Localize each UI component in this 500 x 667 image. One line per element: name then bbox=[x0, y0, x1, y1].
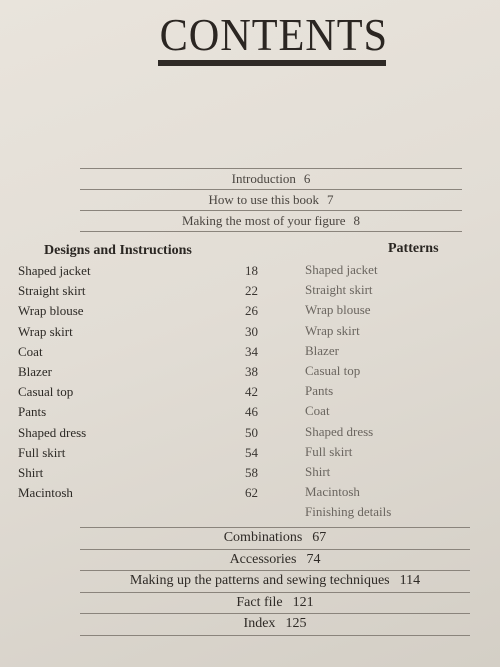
entry-page: 114 bbox=[399, 573, 421, 588]
entry-label: Introduction bbox=[231, 171, 296, 186]
designs-list bbox=[18, 263, 278, 505]
list-item: Macintosh bbox=[305, 484, 360, 500]
toc-entry bbox=[80, 573, 470, 589]
entry-page: 121 bbox=[292, 595, 314, 610]
toc-entry bbox=[80, 552, 470, 568]
list-item: Shaped dress 50 bbox=[18, 424, 258, 440]
list-item: Casual top bbox=[305, 362, 361, 378]
list-item: Straight skirt bbox=[305, 282, 373, 298]
toc-entry bbox=[80, 213, 462, 229]
entry-page: 125 bbox=[285, 616, 307, 631]
list-item: Macintosh 62 bbox=[18, 485, 258, 501]
toc-entry bbox=[80, 171, 462, 187]
entry-label: Making up the patterns and sewing techniques bbox=[129, 573, 390, 588]
list-item: Shirt bbox=[305, 463, 331, 479]
entry-label: Combinations bbox=[223, 530, 303, 545]
list-item: Wrap blouse 26 bbox=[18, 303, 258, 319]
entry-label: How to use this book bbox=[208, 192, 319, 207]
list-item: Shirt 58 bbox=[18, 464, 258, 480]
entry-page: 7 bbox=[327, 192, 334, 207]
title-underline bbox=[158, 60, 386, 66]
entry-page: 6 bbox=[303, 171, 311, 186]
divider bbox=[80, 570, 470, 571]
entry-label: Index bbox=[243, 616, 276, 631]
list-item: Shaped jacket 18 bbox=[18, 263, 258, 278]
patterns-heading: Patterns bbox=[388, 241, 439, 256]
toc-entry bbox=[80, 192, 462, 208]
page-title: CONTENTS bbox=[159, 9, 388, 60]
list-item: Blazer bbox=[305, 342, 339, 358]
entry-page: 8 bbox=[353, 213, 361, 228]
list-item: Shaped jacket bbox=[305, 262, 378, 277]
divider bbox=[80, 592, 470, 593]
toc-entry bbox=[80, 530, 470, 546]
list-item: Pants bbox=[305, 383, 334, 399]
list-item: Wrap skirt 30 bbox=[18, 323, 258, 339]
list-item: Blazer 38 bbox=[18, 363, 258, 379]
divider bbox=[80, 613, 470, 614]
list-item: Wrap blouse bbox=[305, 302, 371, 318]
designs-heading: Designs and Instructions bbox=[44, 243, 192, 258]
list-item: Pants 46 bbox=[18, 404, 258, 420]
patterns-list bbox=[305, 262, 485, 524]
list-item: Coat 34 bbox=[18, 343, 258, 359]
list-item: Full skirt 54 bbox=[18, 444, 258, 460]
toc-entry bbox=[80, 616, 470, 632]
list-item: Straight skirt 22 bbox=[18, 283, 258, 299]
divider bbox=[80, 168, 462, 169]
list-item: Coat bbox=[305, 403, 330, 419]
entry-label: Accessories bbox=[229, 552, 297, 567]
entry-label: Making the most of your figure bbox=[181, 213, 346, 228]
divider bbox=[80, 549, 470, 550]
entry-label: Fact file bbox=[236, 595, 283, 610]
list-item: Full skirt bbox=[305, 443, 353, 459]
divider bbox=[80, 635, 470, 636]
divider bbox=[80, 210, 462, 211]
list-item: Finishing details bbox=[305, 504, 392, 520]
toc-entry bbox=[80, 595, 470, 611]
list-item: Casual top 42 bbox=[18, 384, 258, 400]
list-item: Wrap skirt bbox=[305, 322, 360, 338]
list-item: Shaped dress bbox=[305, 423, 374, 439]
entry-page: 74 bbox=[306, 552, 321, 567]
divider bbox=[80, 189, 462, 190]
entry-page: 67 bbox=[312, 530, 327, 545]
divider bbox=[80, 527, 470, 528]
divider bbox=[80, 231, 462, 232]
